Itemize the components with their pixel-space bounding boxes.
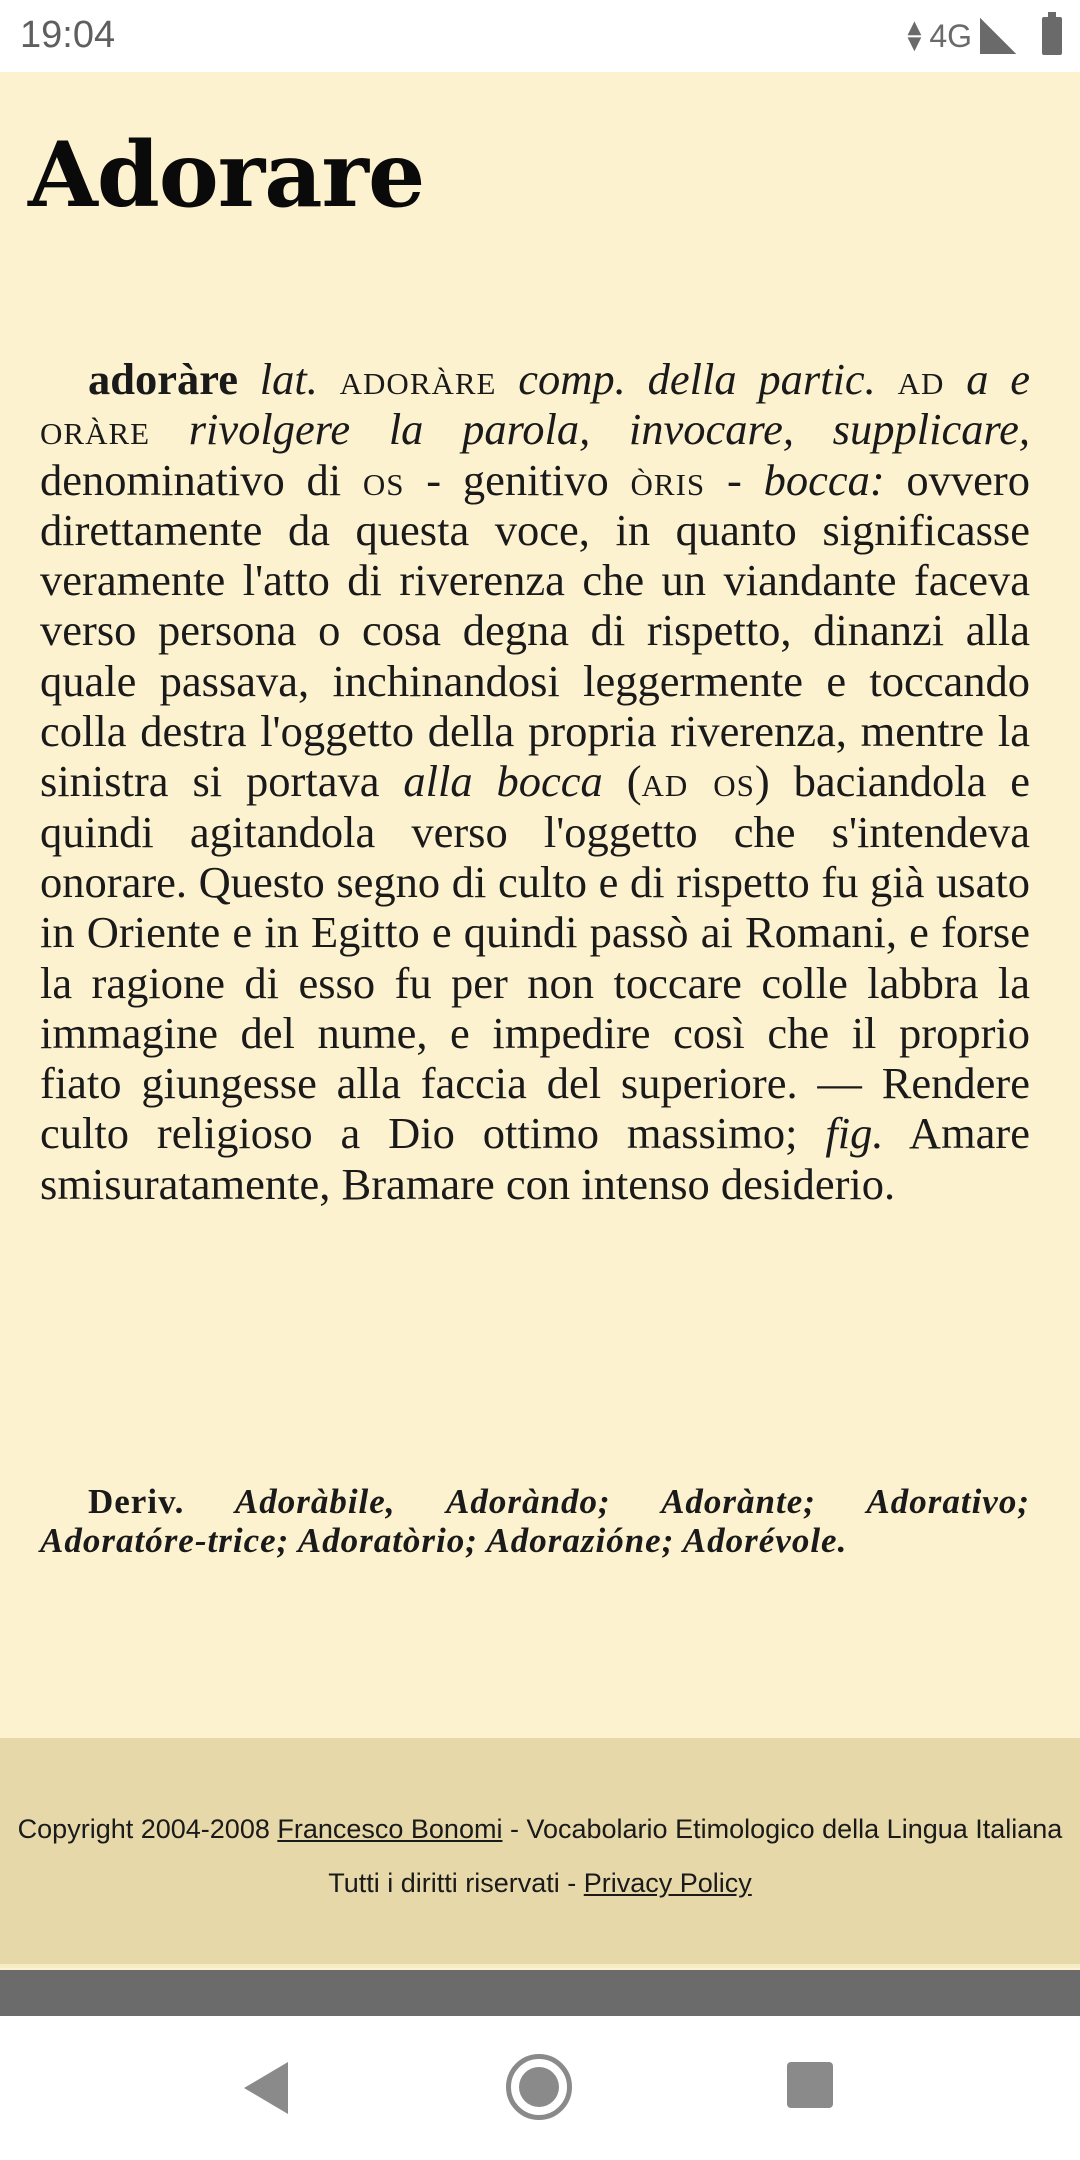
privacy-policy-link[interactable]: Privacy Policy	[583, 1868, 752, 1898]
copyright-suffix: - Vocabolario Etimologico della Lingua Italiana	[502, 1814, 1063, 1844]
derivatives-list: Adoràbile, Adoràndo; Adorànte; Adorativo; Adoratóre-trice; Adoratòrio; Adorazióne; Adorévole.	[40, 1482, 1030, 1560]
status-bar	[0, 0, 1080, 72]
entry-text: ) baciandola e quindi agitandola verso l'oggetto che s'intendeva onorare. Questo segno di culto e di rispetto fu già usato in Oriente e in Egitto e quindi passò ai Romani, e forse la ragione di esso fu per non toccare colle labbra la immagine del nume, e impedire così che il proprio fiato giungesse alla faccia del superiore. — Rendere culto religioso a Dio ottimo massimo;	[40, 756, 1031, 1159]
status-time: 19:04	[20, 14, 116, 56]
derivatives-label: Deriv.	[88, 1482, 185, 1521]
entry-text: - genitivo	[404, 454, 631, 505]
entry-text: ovvero direttamente da questa voce, in quanto significasse veramente l'atto di riverenza che un viandante faceva verso persona o cosa degna di rispetto, dinanzi alla quale passava, inchinandosi leggermente e toccando colla destra l'oggetto della propria riverenza, mentre la sinistra si portava	[40, 454, 1030, 807]
page-content	[0, 72, 1080, 1738]
entry-text: denominativo di	[40, 454, 363, 505]
entry-smallcaps: ad os	[641, 756, 755, 807]
footer-copyright	[0, 1814, 1080, 1845]
page-title: Adorare	[28, 122, 425, 228]
dictionary-entry	[40, 354, 1030, 1209]
battery-icon	[1042, 17, 1062, 55]
entry-smallcaps: ad	[897, 354, 945, 404]
entry-smallcaps: os	[362, 454, 405, 505]
signal-icon	[980, 18, 1016, 54]
entry-text: bocca:	[763, 454, 885, 505]
entry-text: a e	[944, 354, 1030, 404]
recents-icon[interactable]	[787, 2062, 833, 2108]
footer-rights	[0, 1868, 1080, 1899]
entry-smallcaps: oràre	[40, 404, 151, 455]
entry-text: rivolgere la parola, invocare, supplicare,	[150, 404, 1030, 455]
navigation-bar	[0, 2016, 1080, 2160]
entry-smallcaps: òris	[630, 454, 706, 505]
rights-prefix: Tutti i diritti riservati -	[328, 1868, 584, 1898]
footer	[0, 1738, 1080, 1968]
status-icons	[907, 14, 1062, 58]
entry-smallcaps: adoràre	[339, 354, 497, 404]
home-icon[interactable]	[506, 2054, 572, 2120]
copyright-prefix: Copyright 2004-2008	[17, 1814, 278, 1844]
entry-text: comp. della partic.	[496, 354, 898, 404]
back-icon[interactable]	[244, 2062, 288, 2114]
entry-text: alla bocca	[403, 756, 603, 807]
entry-text: lat.	[237, 354, 340, 404]
entry-text: fig.	[825, 1108, 884, 1159]
author-link[interactable]: Francesco Bonomi	[277, 1814, 503, 1844]
entry-text: (	[602, 756, 642, 807]
derivatives	[40, 1482, 1030, 1560]
data-arrows-icon: ▲ ▼	[907, 17, 922, 54]
entry-text: Amare smisuratamente, Bramare con intenso desiderio.	[40, 1108, 1030, 1209]
entry-text: -	[705, 454, 764, 505]
network-type-label: 4G	[929, 17, 972, 54]
entry-headword: adoràre	[88, 354, 238, 404]
bottom-divider-bar	[0, 1970, 1080, 2016]
